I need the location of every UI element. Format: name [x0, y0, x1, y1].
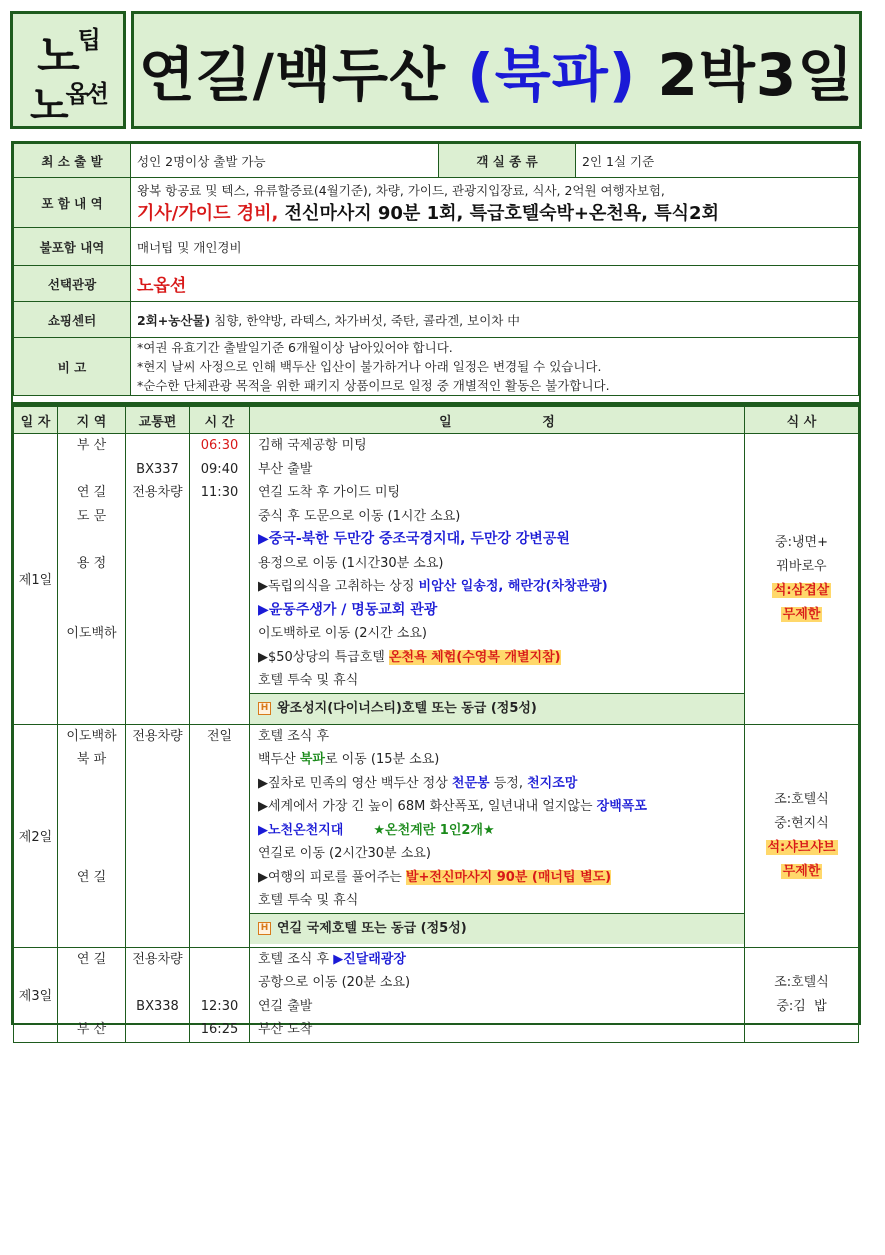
region: 부 산: [76, 1022, 107, 1037]
remark-line: *순수한 단체관광 목적을 위한 패키지 상품이므로 일정 중 개별적인 활동은 불가합니다.: [137, 378, 610, 393]
itinerary-line: ▶세계에서 가장 긴 높이 68M 화산폭포, 일년내내 얼지않는 장백폭포: [258, 799, 647, 814]
day2-label: 제2일: [14, 724, 58, 947]
itinerary-line: 부산 도착: [258, 1022, 313, 1037]
logo-no-tip: 노$^팁$: [37, 26, 99, 82]
optional-label: 선택관광: [14, 266, 131, 302]
room-type-value: 2인 1실 기준: [576, 144, 859, 178]
day3-label: 제3일: [14, 947, 58, 1042]
meal-item: 중:현지식: [774, 815, 829, 831]
itinerary-line: 호텔 조식 후 ▶진달래광장: [258, 951, 406, 967]
day1-hotel: H 왕조성지(다이너스티)호텔 또는 동급 (정5성): [250, 693, 744, 724]
itinerary-line: ▶노천온천지대 ★온천계란 1인2개★: [258, 822, 495, 838]
transport: 전용차량: [132, 951, 183, 967]
meal-item: 석:샤브샤브: [767, 839, 836, 855]
region: 이도백하: [66, 626, 117, 641]
itinerary-line: ▶윤동주생가 / 명동교회 관광: [258, 601, 438, 618]
itinerary-line: ▶중국-북한 두만강 중조국경지대, 두만강 강변공원: [258, 531, 570, 547]
remark-line: *현지 날씨 사정으로 인해 백두산 입산이 불가하거나 아래 일정은 변경될 수 있습니다.: [137, 359, 602, 374]
itinerary-line: 호텔 투숙 및 휴식: [258, 673, 359, 688]
day1-label: 제1일: [14, 434, 58, 725]
day3-regions: [58, 947, 126, 1042]
region: 이도백하: [66, 728, 117, 744]
region: [58, 772, 125, 796]
region: [58, 575, 125, 599]
time: 16:25: [200, 1022, 239, 1037]
hotel-icon: H: [258, 702, 271, 715]
transport: BX337: [136, 461, 179, 477]
itinerary-line: 연길 출발: [258, 998, 313, 1014]
itinerary-line: 호텔 투숙 및 휴식: [258, 893, 359, 908]
meal-item: 꿔바로우: [776, 558, 827, 574]
title-banner: [131, 11, 862, 129]
itinerary-line: 백두산 북파로 이동 (15분 소요): [258, 752, 440, 767]
logo-no-option: 노$^{옵션}$: [29, 80, 106, 129]
day1-times: [190, 434, 250, 725]
itinerary-line: 김해 국제공항 미팅: [258, 438, 367, 453]
logo: [10, 11, 126, 129]
transport: [126, 971, 189, 995]
remarks-label: 비 고: [14, 338, 131, 396]
day3-itinerary: [250, 947, 745, 1042]
day2-transport: [126, 724, 190, 947]
itinerary-line: 호텔 조식 후: [258, 728, 330, 744]
min-departure-value: 성인 2명이상 출발 가능: [131, 144, 439, 178]
region: [58, 599, 125, 623]
meal-item: 중:김 밥: [776, 998, 827, 1014]
transport: 전용차량: [132, 485, 183, 500]
day1-regions: [58, 434, 126, 725]
region: 북 파: [76, 752, 107, 767]
header-time: 시 간: [190, 407, 250, 434]
day3-transport: [126, 947, 190, 1042]
optional-value: 노옵션: [131, 266, 859, 302]
min-departure-label: 최 소 출 발: [14, 144, 131, 178]
itinerary-line: ▶여행의 피로를 풀어주는 발+전신마사지 90분 (매너팁 별도): [258, 869, 612, 885]
region: 용 정: [76, 555, 107, 571]
region: [58, 971, 125, 995]
region: [58, 458, 125, 482]
day2-meal: [745, 724, 859, 947]
region: 도 문: [76, 508, 107, 524]
time: 06:30: [200, 438, 239, 453]
transport: [126, 434, 189, 458]
day1-itinerary: [250, 434, 745, 725]
room-type-label: 객 실 종 류: [439, 144, 576, 178]
itinerary-line: 용정으로 이동 (1시간30분 소요): [258, 555, 444, 571]
region: 연 길: [76, 485, 107, 500]
time: [190, 971, 249, 995]
time: 11:30: [200, 485, 239, 500]
included-value: [131, 178, 859, 228]
meal-item: 무제한: [782, 863, 821, 879]
meal-item: 조:호텔식: [774, 791, 829, 807]
info-table: [11, 141, 861, 404]
itinerary-line: 이도백하로 이동 (2시간 소요): [258, 626, 427, 641]
meal-item: 석:삼겹살: [773, 582, 830, 598]
day3-times: [190, 947, 250, 1042]
itinerary-line: 공항으로 이동 (20분 소요): [258, 975, 411, 990]
hotel-icon: H: [258, 922, 271, 935]
day1-transport: [126, 434, 190, 725]
day3-meal: [745, 947, 859, 1042]
itinerary-line: ▶짚차로 민족의 영산 백두산 정상 천문봉 등정, 천지조망: [258, 775, 578, 791]
header-day: 일 자: [14, 407, 58, 434]
remarks-value: [131, 338, 859, 396]
header-itinerary: 일 정: [250, 407, 745, 434]
excluded-value: 매너팁 및 개인경비: [131, 228, 859, 266]
time: 09:40: [200, 461, 239, 477]
shopping-label: 쇼핑센터: [14, 302, 131, 338]
remark-line: *여권 유효기간 출발일기준 6개월이상 남아있어야 합니다.: [137, 340, 453, 355]
transport: BX338: [136, 998, 179, 1014]
page-title: 연길/백두산 (북파) 2박3일: [138, 41, 855, 109]
day2-itinerary: [250, 724, 745, 947]
header-region: 지 역: [58, 407, 126, 434]
meal-item: 조:호텔식: [774, 974, 829, 990]
itinerary-line: 중식 후 도문으로 이동 (1시간 소요): [258, 508, 461, 524]
itinerary-line: 연길 도착 후 가이드 미팅: [258, 485, 401, 500]
region: [58, 819, 125, 843]
itinerary-line: 부산 출발: [258, 461, 313, 477]
time: 전일: [206, 728, 233, 744]
itinerary-line: 연길로 이동 (2시간30분 소요): [258, 846, 431, 861]
region: [58, 842, 125, 866]
shopping-value: 2회+농산물) 침향, 한약방, 라텍스, 차가버섯, 죽탄, 콜라겐, 보이차 中: [131, 302, 859, 338]
time: [190, 948, 249, 972]
time: 12:30: [200, 998, 239, 1014]
region: 부 산: [76, 438, 107, 453]
itinerary-line: ▶독립의식을 고취하는 상징 비암산 일송정, 해란강(차창관광): [258, 579, 608, 594]
included-label: 포 함 내 역: [14, 178, 131, 228]
excluded-label: 불포함 내역: [14, 228, 131, 266]
region: 연 길: [76, 951, 107, 967]
itinerary-line: ▶$50상당의 특급호텔 온천욕 체험(수영복 개별지참): [258, 649, 561, 665]
region: [58, 795, 125, 819]
meal-item: 무제한: [782, 606, 821, 622]
region: [58, 528, 125, 552]
header-meal: 식 사: [745, 407, 859, 434]
meal-item: 중:냉면+: [775, 534, 828, 550]
included-line1: 왕복 항공료 및 텍스, 유류할증료(4월기준), 차량, 가이드, 관광지입장료, 식사, 2억원 여행자보험,: [137, 182, 665, 198]
day2-times: [190, 724, 250, 947]
transport: 전용차량: [132, 728, 183, 744]
region: [58, 995, 125, 1019]
schedule-table: [11, 404, 861, 1037]
included-line2: 기사/가이드 경비, 전신마사지 90분 1회, 특급호텔숙박+온천욕, 특식2회: [137, 202, 719, 224]
day2-hotel: H 연길 국제호텔 또는 동급 (정5성): [250, 913, 744, 944]
day1-meal: [745, 434, 859, 725]
region: 연 길: [76, 869, 107, 885]
day2-regions: [58, 724, 126, 947]
header-transport: 교통편: [126, 407, 190, 434]
